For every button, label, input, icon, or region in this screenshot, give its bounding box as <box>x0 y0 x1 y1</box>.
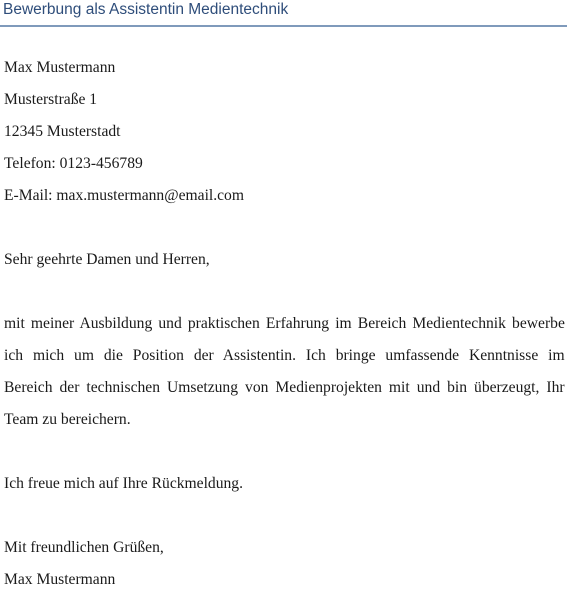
paragraph-line: Bereich der technischen Umsetzung von Medienprojekten mit und bin überzeugt, Ihr <box>4 379 565 396</box>
signature: Max Mustermann <box>4 571 116 588</box>
paragraph-line: ich mich um die Position der Assistentin. Ich bringe umfassende Kenntnisse im <box>4 347 565 364</box>
spacer <box>4 212 567 244</box>
title-divider <box>0 25 567 27</box>
document-title: Bewerbung als Assistentin Medientechnik <box>3 1 289 18</box>
spacer <box>4 500 567 532</box>
regards: Mit freundlichen Grüßen, <box>4 539 164 556</box>
closing-line: Ich freue mich auf Ihre Rückmeldung. <box>4 475 244 492</box>
sender-street: Musterstraße 1 <box>4 91 98 108</box>
sender-city: 12345 Musterstadt <box>4 123 121 140</box>
letter-body <box>4 52 567 596</box>
spacer <box>4 436 567 468</box>
sender-email: E-Mail: max.mustermann@email.com <box>4 187 244 204</box>
salutation: Sehr geehrte Damen und Herren, <box>4 251 210 268</box>
sender-name: Max Mustermann <box>4 59 116 76</box>
sender-phone: Telefon: 0123-456789 <box>4 155 143 172</box>
paragraph-line: Team zu bereichern. <box>4 411 131 428</box>
paragraph-line: mit meiner Ausbildung und praktischen Erfahrung im Bereich Medientechnik bewerbe <box>4 315 565 332</box>
spacer <box>4 276 567 308</box>
